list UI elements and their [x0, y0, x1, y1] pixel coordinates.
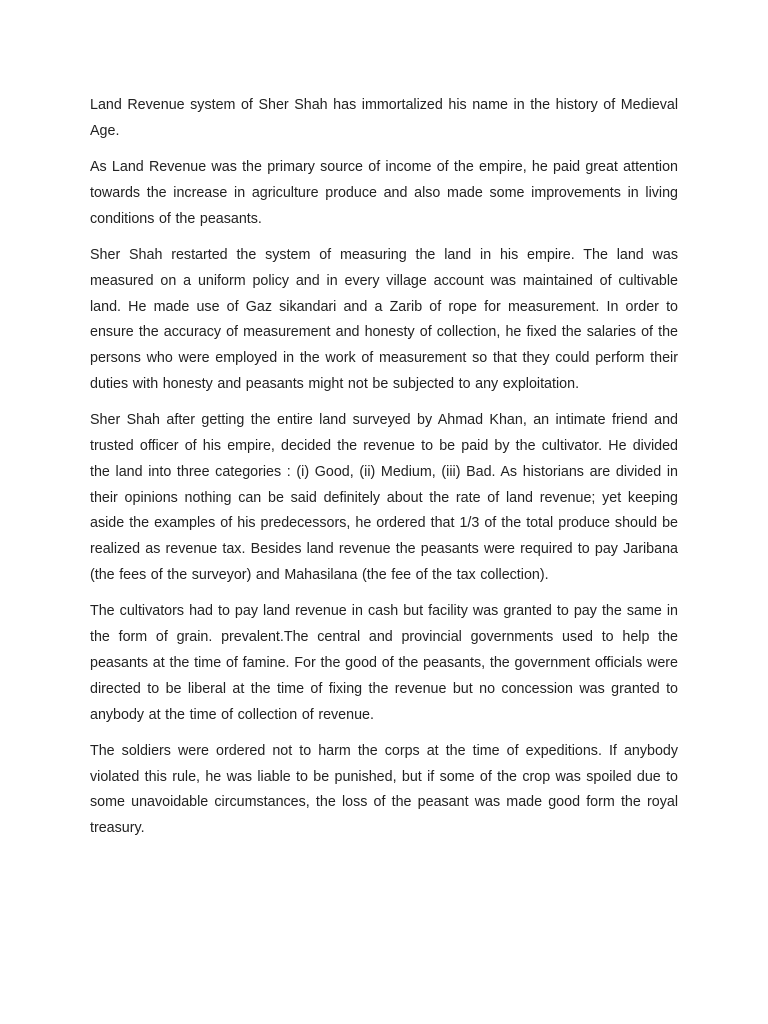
document-body — [90, 93, 678, 853]
paragraph-soldiers: The soldiers were ordered not to harm the corps at the time of expeditions. If anybody violated this rule, he was liable to be punished, but if some of the crop was spoiled due to some unavoidable circumstances, the loss of the peasant was made good form the royal treasury. — [90, 742, 678, 837]
paragraph-land-measurement: Sher Shah restarted the system of measuring the land in his empire. The land was measured on a uniform policy and in every village account was maintained of cultivable land. He made use of Gaz sikandari and a Zarib of rope for measurement. In order to ensure the accuracy of measurement and honesty of collection, he fixed the salaries of the persons who were employed in the work of measurement so that they could perform their duties with honesty and peasants might not be subjected to any exploitation. — [90, 246, 678, 392]
paragraph-land-survey: Sher Shah after getting the entire land surveyed by Ahmad Khan, an intimate friend and trusted officer of his empire, decided the revenue to be paid by the cultivator. He divided the land into three categories : (i) Good, (ii) Medium, (iii) Bad. As historians are divided in their opinions nothing can be said definitely about the rate of land revenue; yet keeping aside the examples of his predecessors, he ordered that 1/3 of the total produce should be realized as revenue tax. Besides land revenue the peasants were required to pay Jaribana (the fees of the surveyor) and Mahasilana (the fee of the tax collection). — [90, 412, 678, 584]
paragraph-cash-payment: The cultivators had to pay land revenue in cash but facility was granted to pay the same in the form of grain. prevalent.The central and provincial governments used to help the peasants at the time of famine. For the good of the peasants, the government officials were directed to be liberal at the time of fixing the revenue but no concession was granted to anybody at the time of collection of revenue. — [90, 603, 678, 723]
paragraph-primary-source: As Land Revenue was the primary source of income of the empire, he paid great attention towards the increase in agriculture produce and also made some improvements in living conditions of the peasants. — [90, 159, 678, 227]
paragraph-intro: Land Revenue system of Sher Shah has immortalized his name in the history of Medieval Age. — [90, 97, 678, 139]
